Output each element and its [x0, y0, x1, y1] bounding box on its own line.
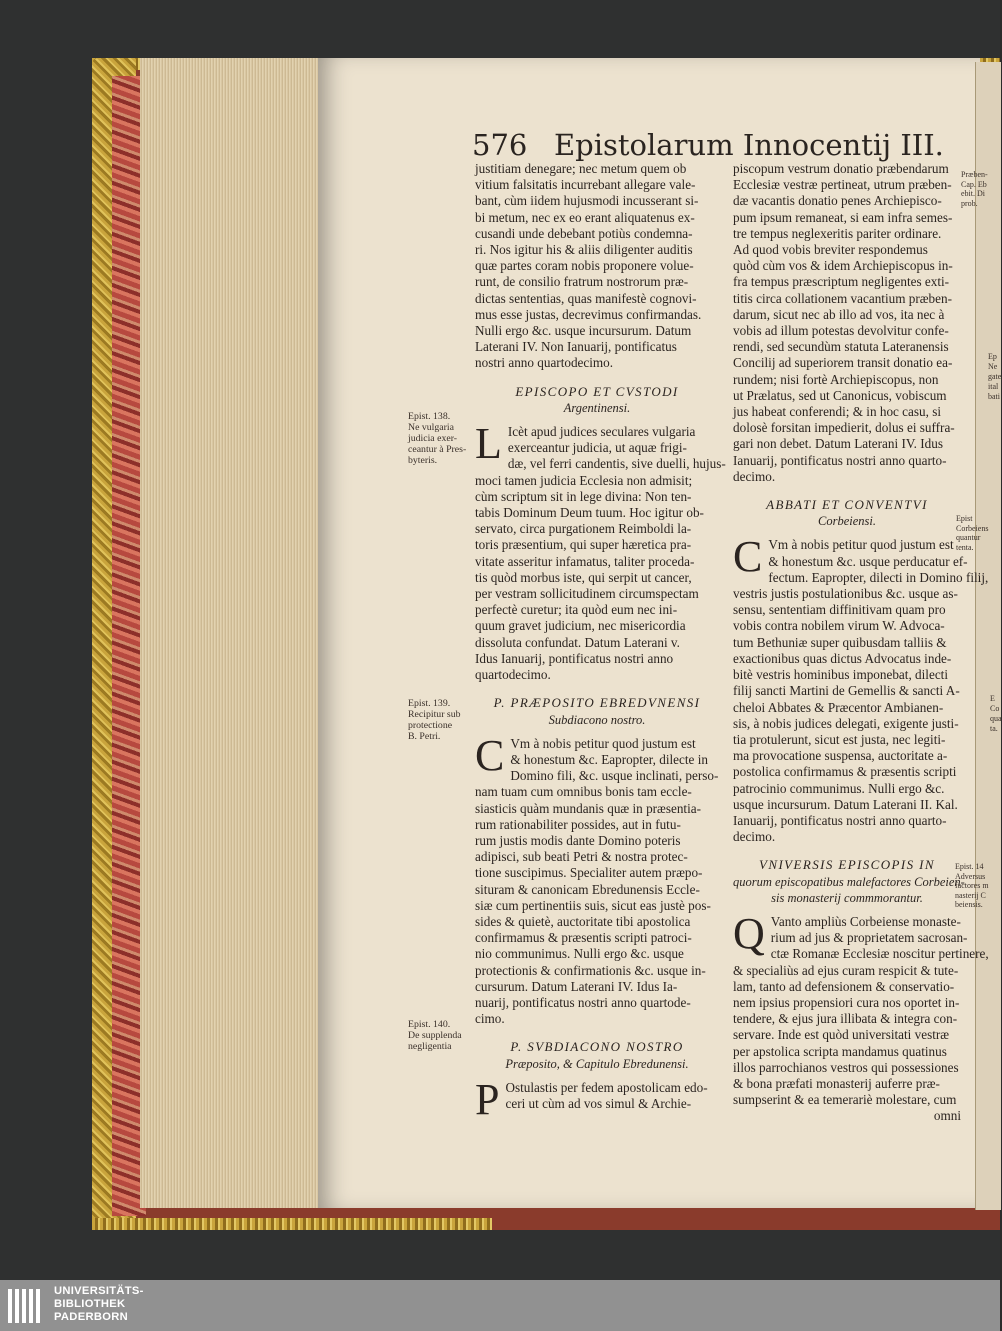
text-line: pum ipsum remaneat, si eam infra semes- — [733, 209, 953, 225]
text-line: ctæ Romanæ Ecclesiæ noscitur pertinere, — [770, 946, 989, 962]
gilt-edge-bottom — [92, 1218, 492, 1230]
margin-note-right-c — [955, 862, 989, 910]
text-line: servare. Inde est quòd universitati vestræ — [733, 1027, 950, 1043]
margin-line: Epist. 140. — [408, 1019, 451, 1030]
text-line: gari non debet. Datum Laterani IV. Idus — [733, 436, 943, 452]
text-line: exactionibus quas dictus Advocatus inde- — [733, 650, 952, 666]
catchword: omni — [933, 1108, 961, 1124]
text-line: siasticis quàm mundanis quæ in præsentia- — [475, 800, 701, 816]
text-line: rum justis modis dante Domino poteris — [475, 832, 681, 848]
library-logo-icon — [8, 1287, 46, 1325]
margin-line: Recipitur sub — [408, 709, 461, 720]
drop-cap: C — [733, 532, 763, 582]
footer-line-1: UNIVERSITÄTS- — [54, 1285, 144, 1297]
text-line: confirmamus & præsentis scripti patroci- — [475, 930, 692, 946]
margin-note-138 — [408, 411, 474, 466]
margin-line: Corbeiens — [956, 523, 989, 533]
text-line: justitiam denegare; nec metum quem ob — [475, 161, 687, 176]
text-line: sumpserint & ea temerariè molestare, cum — [733, 1092, 957, 1108]
next-page-edge — [975, 62, 1001, 1210]
drop-cap: C — [475, 730, 505, 780]
text-line: postolica confirmamus & præsentis scripti — [733, 764, 957, 780]
text-line: Ianuarij, pontificatus nostri anno quarto- — [733, 452, 947, 468]
text-line: exerceantur judicia, ut aquæ frigi- — [507, 440, 687, 456]
edge-line: gate — [988, 372, 1002, 381]
text-line: mus esse justas, decrevimus confirmandas. — [475, 306, 702, 322]
letter-heading: P. SVBDIACONO NOSTRO — [510, 1039, 684, 1055]
text-line: lam, tanto ad defensionem & conservatio- — [733, 978, 955, 994]
next-page-fragment-1 — [988, 352, 1001, 402]
margin-note-139 — [408, 698, 474, 742]
text-line: Ostulastis per fedem apostolicam edo- — [505, 1079, 708, 1095]
text-line: quorum episcopatibus malefactores Corbeien- — [733, 874, 965, 889]
text-line: Icèt apud judices seculares vulgaria — [507, 424, 696, 440]
text-line: nio communimus. Nulli ergo &c. usque — [475, 946, 684, 962]
text-line: rendi, sed secundùm statuta Lateranensis — [733, 339, 949, 355]
text-line: vobis contra nobilem virum W. Advoca- — [733, 618, 945, 634]
text-line: sis, à nobis judices delegati, exigente justi- — [733, 715, 959, 731]
drop-cap: P — [475, 1074, 500, 1124]
text-line: sis monasterij commmorantur. — [771, 890, 923, 905]
text-line: tia protulerunt, sicut est justa, nec legiti- — [733, 731, 946, 747]
text-line: nem ipsius propensiori cura nos oportet in- — [733, 994, 960, 1010]
margin-line: ceantur à Pres- — [408, 444, 467, 455]
edge-line: Ne — [988, 362, 998, 371]
text-line: & honestum &c. usque perducatur ef- — [768, 553, 968, 569]
margin-line: Adversus — [955, 871, 986, 881]
text-line: Vanto ampliùs Corbeiense monaste- — [770, 913, 961, 929]
text-line: decimo. — [733, 468, 776, 484]
edge-line: bati — [988, 392, 1000, 401]
text-line: tendere, & ejus jura illibata & integra con- — [733, 1011, 958, 1027]
text-line: cheloi Abbates & Præcentor Ambianen- — [733, 699, 944, 715]
text-line: Ianuarij, pontificatus nostri anno quarto- — [733, 812, 947, 828]
intro-paragraph-right — [733, 161, 961, 485]
text-line: piscopum vestrum donatio præbendarum — [733, 161, 949, 176]
drop-cap: Q — [733, 908, 765, 958]
drop-cap: L — [475, 419, 502, 469]
text-line: bi metum, nec ex eo erant aliquatenus ex- — [475, 209, 695, 225]
text-line: vestris justis postulationibus &c. usque as- — [733, 586, 958, 602]
text-line: per vestram sollicitudinem circumspectam — [475, 586, 699, 602]
text-line: situram & canonicam Ebredunensis Eccle- — [475, 881, 700, 897]
text-line: quartodecimo. — [475, 667, 551, 683]
letter-heading: VNIVERSIS EPISCOPIS IN — [759, 857, 935, 873]
edge-line: ta. — [990, 724, 998, 733]
text-line: Ad quod vobis breviter respondemus — [733, 242, 928, 258]
margin-line: negligentia — [408, 1041, 452, 1052]
text-line: ma provocatione suspensa, auctoritate a- — [733, 748, 948, 764]
margin-note-140 — [408, 1019, 474, 1052]
text-line: cùm scriptum sit in lege divina: Non ten- — [475, 488, 692, 504]
text-line: filij sancti Martini de Gemellis & sancti A- — [733, 683, 960, 699]
text-line: tione suscipimus. Specialiter autem præpo- — [475, 865, 703, 881]
letter-heading: ABBATI ET CONVENTVI — [766, 497, 928, 513]
letter-subheading: Subdiacono nostro. — [548, 712, 646, 727]
edge-line: Co — [990, 704, 1000, 713]
margin-line: tenta. — [956, 542, 974, 552]
next-page-fragment-2 — [990, 694, 1002, 734]
page-number: 576 — [472, 128, 528, 162]
text-line: moci tamen judicia Ecclesia non admisit; — [475, 472, 693, 488]
margin-line: quantur — [956, 533, 981, 542]
text-line: Nulli ergo &c. usque incursurum. Datum — [475, 323, 692, 339]
library-footer — [0, 1280, 1000, 1331]
text-line: vobis ad illum potestas devolvitur confe- — [733, 323, 949, 339]
text-line: patrocinio communimus. Nulli ergo &c. — [733, 780, 945, 796]
text-line: servato, circa purgationem Reimboldi la- — [475, 521, 692, 537]
letter-body — [475, 1074, 719, 1124]
text-line: dissoluta confundat. Datum Laterani v. — [475, 634, 680, 650]
margin-line: nasterij C — [955, 890, 986, 900]
page-stack — [140, 58, 322, 1208]
text-line: nuarij, pontificatus nostri anno quartode- — [475, 994, 691, 1010]
text-line: rium ad jus & proprietatem sacrosan- — [770, 930, 968, 946]
text-line: fectum. Eapropter, dilecti in Domino filij, — [768, 569, 989, 585]
margin-line: De supplenda — [408, 1030, 462, 1041]
text-line: sides & quietè, auctoritate tibi apostolica — [475, 913, 691, 929]
text-line: siæ cum pertinentiis suis, sicut eas justè pos- — [475, 897, 711, 913]
text-line: usque incursurum. Datum Laterani II. Kal. — [733, 796, 958, 812]
margin-line: Epist — [956, 514, 973, 523]
margin-line: Cap. Eb — [961, 179, 987, 189]
text-line: quum gravet judicium, nec misericordia — [475, 618, 686, 634]
text-line: sensu, sententiam diffinitivam quam pro — [733, 602, 946, 618]
margin-line: factores m — [955, 881, 989, 890]
left-column — [475, 161, 726, 1124]
margin-line: Ne vulgaria — [408, 422, 454, 433]
text-line: dæ vacantis donatio penes Archiepisco- — [733, 193, 942, 209]
margin-line: protectione — [408, 720, 453, 731]
margin-line: Epist. 14 — [955, 862, 984, 871]
margin-line: beiensis. — [955, 900, 983, 909]
letter-body — [475, 730, 719, 1028]
text-line: nam tuam cum omnibus bonis tam eccle- — [475, 784, 692, 800]
text-line: tre tempus neglexeritis pariter ordinare. — [733, 225, 942, 241]
text-line: quòd cùm vos & idem Archiepiscopus in- — [733, 258, 953, 274]
text-line: perfectè curetur; ita quòd eum nec ini- — [475, 602, 678, 618]
text-line: tis quòd morbus iste, qui serpit ut cancer, — [475, 569, 692, 585]
margin-line: judicia exer- — [408, 433, 458, 444]
text-line: dæ, vel ferri candentis, sive duelli, hujus- — [507, 456, 726, 472]
text-line: toris præsentium, qui super hæretica pra- — [475, 537, 692, 553]
text-line: rum rationabiliter possides, aut in futu- — [475, 816, 681, 832]
edge-line: E — [990, 694, 995, 703]
text-line: Domino fili, &c. usque inclinati, perso- — [510, 768, 719, 784]
text-line: nostri anno quartodecimo. — [475, 355, 614, 371]
text-line: Vm à nobis petitur quod justum est — [510, 735, 696, 751]
text-line: jus habeat conferendi; & in hoc casu, si — [733, 404, 942, 420]
text-line: & honestum &c. Eapropter, dilecte in — [510, 751, 708, 767]
text-line: tum Bethuniæ super quibusdam talliis & — [733, 634, 947, 650]
text-line: vitate asseritur infamatus, taliter proceda- — [475, 553, 695, 569]
margin-line: prob. — [961, 198, 978, 208]
edge-line: ital — [988, 382, 999, 391]
text-line: & bona præfati monasterij auferre præ- — [733, 1075, 940, 1091]
intro-paragraph-left — [475, 161, 719, 372]
text-line: adipisci, sub beati Petri & nostra protec- — [475, 849, 688, 865]
text-line: & specialiùs ad ejus curam respicit & tute- — [733, 962, 959, 978]
text-line: rundem; nisi fortè Archiepiscopus, non — [733, 371, 939, 387]
text-line: per apstolica scripta mandamus quatinus — [733, 1043, 947, 1059]
text-line: vitium falsitatis incurrebant allegare vale- — [475, 177, 696, 193]
text-line: titis circa collationem vacantium præben- — [733, 290, 952, 306]
text-line: Laterani IV. Non Ianuarij, pontificatus — [475, 339, 677, 355]
edge-line: qua — [990, 714, 1002, 723]
text-line: fra tempus præscriptum negligentes exti- — [733, 274, 950, 290]
text-line: ut Prælatus, sed ut Canonicus, vobiscum — [733, 387, 947, 403]
letter-body — [733, 908, 989, 1108]
text-line: quæ partes coram nobis proponere volue- — [475, 258, 694, 274]
text-line: protectionis & confirmationis &c. usque in- — [475, 962, 706, 978]
running-head: Epistolarum Innocentij III. — [554, 128, 944, 162]
letter-subheading: Argentinensi. — [563, 400, 631, 415]
text-line: decimo. — [733, 829, 776, 845]
text-line: Idus Ianuarij, pontificatus nostri anno — [475, 650, 674, 666]
footer-line-2: BIBLIOTHEK — [54, 1298, 126, 1310]
edge-line: Ep — [988, 352, 997, 361]
margin-line: byteris. — [408, 455, 438, 466]
text-line: darum, sicut nec ab illo ad vos, ita nec à — [733, 306, 945, 322]
text-line: Concilij ad superiorem transit donatio ea- — [733, 355, 953, 371]
letter-heading: P. PRÆPOSITO EBREDVNENSI — [493, 695, 701, 711]
text-line: bitè vestris hominibus imponebat, dilecti — [733, 667, 948, 683]
letter-subheading: Præposito, & Capitulo Ebredunensi. — [505, 1056, 689, 1071]
text-line: cimo. — [475, 1011, 505, 1027]
margin-line: B. Petri. — [408, 731, 441, 742]
margin-line: Epist. 139. — [408, 698, 451, 709]
margin-note-right-a — [961, 170, 995, 208]
text-line: tabis Dominum Deum tuum. Hoc igitur ob- — [475, 505, 704, 521]
margin-note-right-b — [956, 514, 990, 552]
text-line: dolosè forsitan impedierit, dolus ei suffra- — [733, 420, 955, 436]
text-line: Ecclesiæ vestræ pertineat, utrum præben- — [733, 177, 952, 193]
margin-line: Præben- — [961, 170, 988, 179]
text-line: cusandi unde debebant potiùs condemna- — [475, 225, 693, 241]
text-line: Vm à nobis petitur quod justum est — [768, 537, 954, 553]
letter-body — [475, 419, 726, 683]
text-line: runt, de consilio fratrum nostrorum præ- — [475, 274, 689, 290]
margin-line: Epist. 138. — [408, 411, 451, 422]
margin-line: ebit. Di — [961, 189, 985, 198]
text-line: ceri ut cùm ad vos simul & Archie- — [505, 1095, 692, 1111]
text-line: ri. Nos igitur his & aliis diligenter auditis — [475, 242, 693, 258]
letter-heading: EPISCOPO ET CVSTODI — [515, 383, 679, 399]
text-line: dictas sententias, quas manifestè cognovi- — [475, 290, 697, 306]
letter-subheading: Corbeiensi. — [818, 514, 876, 529]
text-line: illos parrochianos vestros qui possessiones — [733, 1059, 959, 1075]
letter-subheading — [733, 874, 965, 906]
text-line: bant, cùm iidem hujusmodi incusserant si- — [475, 193, 699, 209]
text-line: cursurum. Datum Laterani IV. Idus Ia- — [475, 978, 678, 994]
footer-line-3: PADERBORN — [54, 1311, 128, 1323]
